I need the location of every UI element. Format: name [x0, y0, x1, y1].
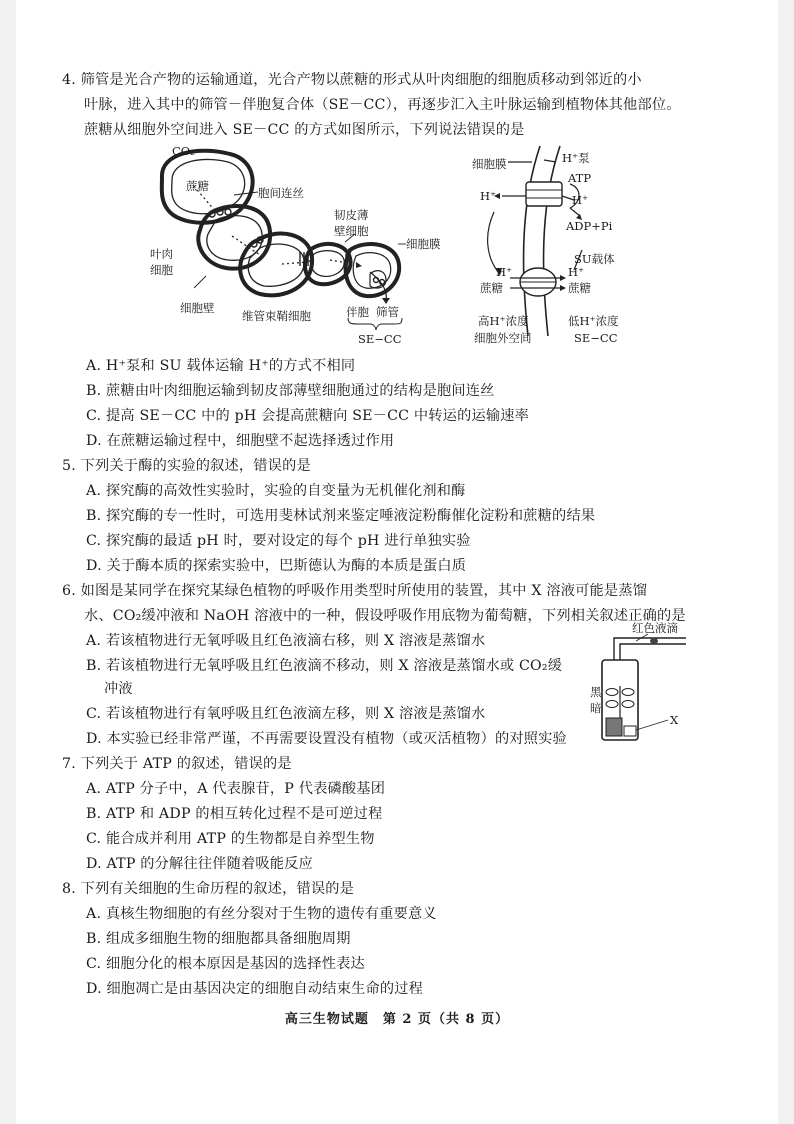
q7-option-c: C. 能合成并利用 ATP 的生物都是自养型生物	[86, 831, 375, 847]
h-outside-top-label: H⁺	[480, 189, 497, 203]
q5-option-b: B. 探究酶的专一性时，可选用斐林试剂来鉴定唾液淀粉酶催化淀粉和蔗糖的结果	[86, 508, 596, 524]
h-pump-label: H⁺泵	[562, 151, 590, 165]
sucrose-label: 蔗糖	[186, 179, 209, 193]
phloem-label-1: 韧皮薄	[334, 208, 369, 222]
dark-label-1: 黑	[590, 685, 602, 699]
x-solution-label: X	[670, 713, 679, 727]
q8-option-a: A. 真核生物细胞的有丝分裂对于生物的遗传有重要意义	[86, 906, 437, 922]
su-carrier-label: SU载体	[574, 252, 615, 266]
q7-option-b: B. ATP 和 ADP 的相互转化过程不是可逆过程	[86, 806, 383, 822]
red-droplet-label: 红色液滴	[632, 621, 678, 635]
sieve-tube-label: 筛管	[376, 305, 399, 319]
h-inside-top-label: H⁺	[572, 193, 589, 207]
q6-option-b-cont: 冲液	[104, 681, 133, 697]
h-outside-mid-label: H⁺	[496, 265, 513, 279]
atp-label: ATP	[568, 171, 592, 185]
q8-stem: 8. 下列有关细胞的生命历程的叙述，错误的是	[62, 881, 355, 897]
plasmodesmata-label: 胞间连丝	[258, 186, 304, 200]
q5-option-a: A. 探究酶的高效性实验时，实验的自变量为无机催化剂和酶	[86, 483, 466, 499]
q4-option-a: A. H⁺泵和 SU 载体运输 H⁺的方式不相同	[86, 358, 356, 374]
h-pump	[526, 182, 562, 206]
red-droplet	[650, 638, 658, 644]
sucrose-outside-label: 蔗糖	[480, 281, 503, 295]
q4-option-c: C. 提高 SE－CC 中的 pH 会提高蔗糖向 SE－CC 中转运的运输速率	[86, 408, 530, 424]
extracellular-label: 细胞外空间	[474, 331, 532, 345]
q5-option-d: D. 关于酶本质的探索实验中，巴斯德认为酶的本质是蛋白质	[86, 558, 467, 574]
q4-stem-line-2: 叶脉，进入其中的筛管－伴胞复合体（SE－CC），再逐步汇入主叶脉运输到植物体其他部位。	[84, 97, 681, 113]
q5-option-c: C. 探究酶的最适 pH 时，要对设定的每个 pH 进行单独实验	[86, 533, 471, 549]
mesophyll-label-2: 细胞	[150, 263, 173, 277]
membrane-label: 细胞膜	[406, 237, 441, 251]
q4-transport-diagram	[470, 140, 660, 350]
page-footer: 高三生物试题 第 2 页（共 8 页）	[284, 1012, 510, 1027]
q6-option-a: A. 若该植物进行无氧呼吸且红色液滴右移，则 X 溶液是蒸馏水	[86, 633, 486, 649]
q8-option-b: B. 组成多细胞生物的细胞都具备细胞周期	[86, 931, 351, 947]
q4-option-d: D. 在蔗糖运输过程中，细胞壁不起选择透过作用	[86, 433, 395, 449]
q8-option-c: C. 细胞分化的根本原因是基因的选择性表达	[86, 956, 365, 972]
q5-stem: 5. 下列关于酶的实验的叙述，错误的是	[62, 458, 311, 474]
q6-apparatus-figure	[590, 620, 700, 745]
scan-edge-left	[0, 0, 16, 1124]
companion-cell-label: 伴胞	[346, 305, 369, 319]
co2-label: CO₂	[172, 144, 195, 158]
scan-edge-right	[778, 0, 794, 1124]
right-membrane-label: 细胞膜	[472, 157, 507, 171]
q7-option-d: D. ATP 的分解往往伴随着吸能反应	[86, 856, 313, 872]
h-inside-mid-label: H⁺	[568, 265, 585, 279]
q4-cell-diagram	[150, 140, 450, 350]
q8-option-d: D. 细胞凋亡是由基因决定的细胞自动结束生命的过程	[86, 981, 424, 997]
bundle-sheath-label: 维管束鞘细胞	[242, 309, 311, 323]
q4-stem-line-3: 蔗糖从细胞外空间进入 SE－CC 的方式如图所示，下列说法错误的是	[84, 122, 525, 138]
sucrose-inside-label: 蔗糖	[568, 281, 591, 295]
q7-stem: 7. 下列关于 ATP 的叙述，错误的是	[62, 756, 292, 772]
mesophyll-label-1: 叶肉	[150, 247, 173, 261]
right-se-cc-label: SE−CC	[574, 331, 618, 345]
q6-option-b: B. 若该植物进行无氧呼吸且红色液滴不移动，则 X 溶液是蒸馏水或 CO₂缓	[86, 658, 563, 674]
dark-label-2: 暗	[590, 701, 602, 715]
low-h-label: 低H⁺浓度	[568, 314, 619, 328]
high-h-label: 高H⁺浓度	[478, 314, 529, 328]
q6-option-d: D. 本实验已经非常严谨，不再需要设置没有植物（或灭活植物）的对照实验	[86, 731, 567, 747]
cell-wall-label: 细胞壁	[180, 301, 215, 315]
se-cc-label: SE−CC	[358, 332, 402, 346]
q6-option-c: C. 若该植物进行有氧呼吸且红色液滴左移，则 X 溶液是蒸馏水	[86, 706, 486, 722]
phloem-label-2: 壁细胞	[334, 224, 369, 238]
q4-stem-line-1: 4. 筛管是光合产物的运输通道，光合产物以蔗糖的形式从叶肉细胞的细胞质移动到邻近的小	[62, 72, 642, 88]
q7-option-a: A. ATP 分子中，A 代表腺苷，P 代表磷酸基团	[86, 781, 386, 797]
q4-option-b: B. 蔗糖由叶肉细胞运输到韧皮部薄壁细胞通过的结构是胞间连丝	[86, 383, 495, 399]
adp-pi-label: ADP+Pi	[566, 219, 613, 233]
q6-stem-line-2: 水、CO₂缓冲液和 NaOH 溶液中的一种，假设呼吸作用底物为葡萄糖，下列相关叙述正确的是	[84, 608, 686, 624]
membrane-band	[524, 146, 560, 336]
q6-stem-line-1: 6. 如图是某同学在探究某绿色植物的呼吸作用类型时所使用的装置，其中 X 溶液可能是蒸馏	[62, 583, 648, 599]
